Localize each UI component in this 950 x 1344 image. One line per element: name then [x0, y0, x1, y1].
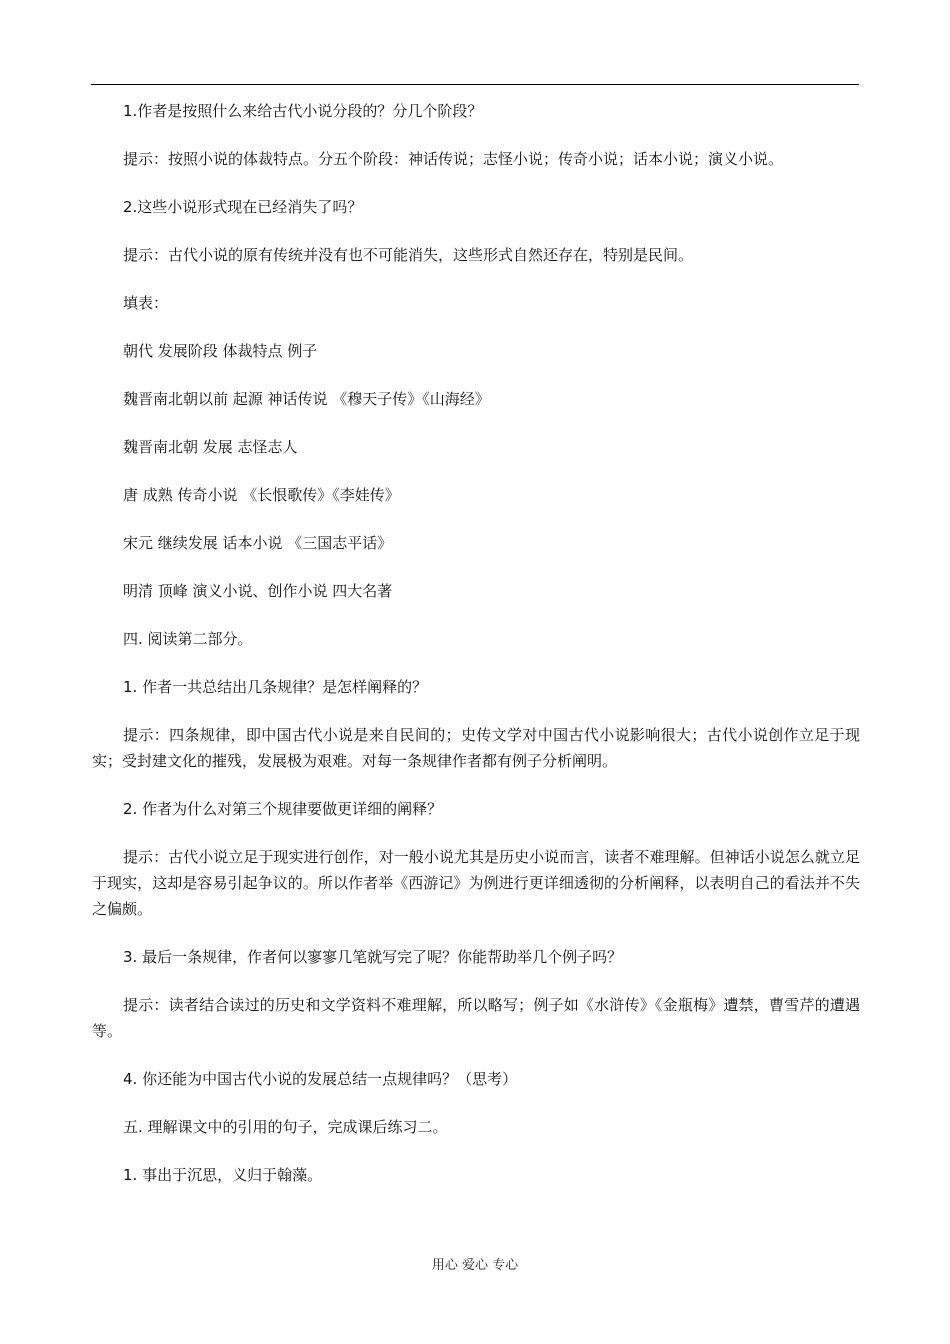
table-line-ming-qing: 明清 顶峰 演义小说、创作小说 四大名著 [123, 582, 393, 600]
section-4-question-4: 4. 你还能为中国古代小说的发展总结一点规律吗？（思考） [123, 1070, 518, 1088]
table-line-origin: 魏晋南北朝以前 起源 神话传说 《穆天子传》《山海经》 [123, 390, 490, 408]
table-line-tang: 唐 成熟 传奇小说 《长恨歌传》《李娃传》 [123, 486, 400, 504]
fill-table-label: 填表： [123, 294, 169, 312]
section-4-heading: 四. 阅读第二部分。 [123, 630, 253, 648]
hint-1: 提示：按照小说的体裁特点。分五个阶段：神话传说；志怪小说；传奇小说；话本小说；演义小说。 [123, 150, 784, 168]
section-4-question-2: 2. 作者为什么对第三个规律要做更详细的阐释？ [123, 800, 443, 818]
table-line-development: 魏晋南北朝 发展 志怪志人 [123, 438, 298, 456]
page-footer: 用心 爱心 专心 [431, 1258, 519, 1273]
section-4-question-3: 3. 最后一条规律，作者何以寥寥几笔就写完了呢？你能帮助举几个例子吗？ [123, 948, 623, 966]
header-rule [91, 84, 859, 85]
section-4-question-1: 1. 作者一共总结出几条规律？是怎样阐释的？ [123, 678, 428, 696]
section-5-item-1: 1. 事出于沉思，义归于翰藻。 [123, 1166, 323, 1184]
question-1: 1.作者是按照什么来给古代小说分段的？分几个阶段？ [123, 102, 483, 120]
document-body [92, 98, 860, 1210]
question-2: 2.这些小说形式现在已经消失了吗？ [123, 198, 363, 216]
section-4-hint-1: 提示：四条规律，即中国古代小说是来自民间的；史传文学对中国古代小说影响很大；古代小说创作立足于现实；受封建文化的摧残，发展极为艰难。对每一条规律作者都有例子分析阐明。 [92, 726, 860, 770]
section-4-hint-2: 提示：古代小说立足于现实进行创作，对一般小说尤其是历史小说而言，读者不难理解。但神话小说怎么就立足于现实，这却是容易引起争议的。所以作者举《西游记》为例进行更详细透彻的分析阐释，以表明自己的看法并不失之偏颇。 [92, 848, 860, 918]
section-4-hint-3: 提示：读者结合读过的历史和文学资料不难理解，所以略写；例子如《水浒传》《金瓶梅》遭禁，曹雪芹的遭遇等。 [92, 996, 860, 1040]
table-header-line: 朝代 发展阶段 体裁特点 例子 [123, 342, 318, 360]
section-5-heading: 五. 理解课文中的引用的句子，完成课后练习二。 [123, 1118, 448, 1136]
hint-2: 提示：古代小说的原有传统并没有也不可能消失，这些形式自然还存在，特别是民间。 [123, 246, 694, 264]
table-line-song-yuan: 宋元 继续发展 话本小说 《三国志平话》 [123, 534, 393, 552]
